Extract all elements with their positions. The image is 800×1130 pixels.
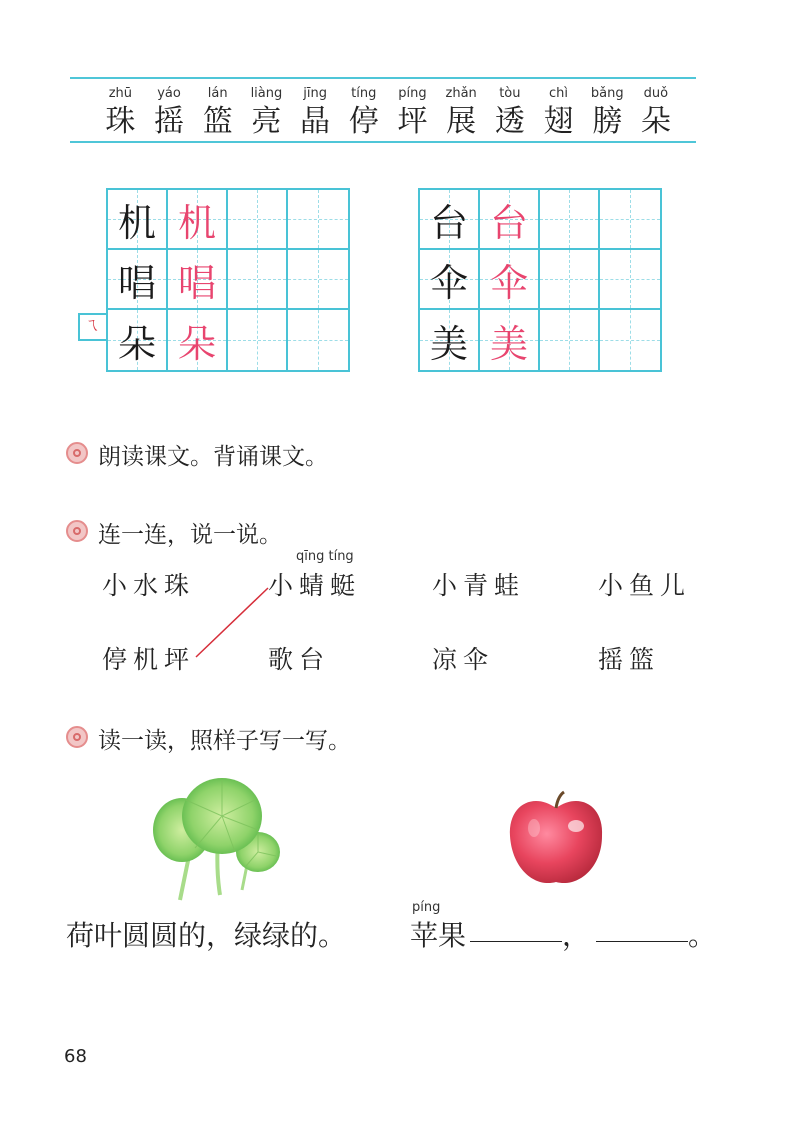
- vocab-pinyin: jīng: [303, 86, 327, 101]
- match-top-word[interactable]: 小青蛙: [432, 571, 526, 600]
- vocab-char: 珠: [105, 104, 136, 139]
- model-char: 机: [117, 200, 156, 245]
- fill-blank-1[interactable]: [470, 941, 562, 942]
- vocab-pinyin: píng: [398, 86, 427, 101]
- match-bottom-word[interactable]: 歌台: [268, 645, 331, 674]
- model-char: 唱: [117, 260, 156, 305]
- exercise-3-instruction: 读一读，照样子写一写。: [98, 728, 351, 754]
- dragonfly-pinyin: qīng tíng: [296, 549, 354, 564]
- apple-word: 苹果: [410, 919, 467, 952]
- vocab-char: 坪: [397, 104, 428, 139]
- trace-char: 美: [489, 321, 528, 366]
- comma: ，: [562, 919, 591, 952]
- apple-pinyin: píng: [412, 900, 441, 915]
- vocab-char: 透: [494, 104, 525, 139]
- vocab-pinyin: yáo: [157, 86, 181, 101]
- period: 。: [688, 919, 717, 952]
- vocab-char: 停: [348, 104, 379, 139]
- lotus-leaf-illustration: [150, 770, 285, 905]
- stroke-hint: ㄟ: [84, 315, 101, 334]
- model-char: 美: [429, 321, 468, 366]
- trace-char: 唱: [177, 260, 216, 305]
- example-sentence: 荷叶圆圆的，绿绿的。: [66, 919, 347, 952]
- vocab-char: 亮: [251, 104, 282, 139]
- fill-blank-2[interactable]: [596, 941, 688, 942]
- vocab-pinyin: bǎng: [590, 86, 624, 101]
- vocab-pinyin: lán: [207, 86, 228, 101]
- vocab-pinyin: duǒ: [643, 86, 669, 101]
- vocab-pinyin: tòu: [499, 86, 521, 101]
- vocab-char: 展: [446, 104, 477, 139]
- exercise-2-instruction: 连一连，说一说。: [98, 522, 282, 548]
- vocab-pinyin: tíng: [351, 86, 377, 101]
- match-bottom-word[interactable]: 停机坪: [102, 645, 196, 674]
- vocab-char: 摇: [154, 104, 185, 139]
- vocab-char: 朵: [640, 104, 671, 139]
- model-char: 朵: [117, 321, 156, 366]
- page-number: 68: [64, 1046, 87, 1067]
- vocab-char: 膀: [592, 104, 623, 139]
- match-top-word[interactable]: 小水珠: [102, 571, 196, 600]
- match-top-word[interactable]: 小蜻蜓: [268, 571, 362, 600]
- trace-char: 机: [177, 200, 216, 245]
- vocab-char: 晶: [300, 104, 331, 139]
- exercise-1-instruction: 朗读课文。背诵课文。: [98, 444, 328, 470]
- match-top-word[interactable]: 小鱼儿: [598, 571, 692, 600]
- trace-char: 朵: [177, 321, 216, 366]
- trace-char: 台: [489, 200, 528, 245]
- vocab-char: 翅: [543, 104, 574, 139]
- vocab-pinyin: liàng: [250, 86, 283, 101]
- model-char: 台: [429, 200, 468, 245]
- vocab-char: 篮: [202, 104, 233, 139]
- vocab-pinyin: zhū: [108, 86, 132, 101]
- apple-illustration: [504, 790, 608, 890]
- match-bottom-word[interactable]: 凉伞: [432, 645, 495, 674]
- match-bottom-word[interactable]: 摇篮: [598, 645, 661, 674]
- model-char: 伞: [429, 260, 468, 305]
- exercise-bullet-icon: [66, 726, 88, 748]
- trace-char: 伞: [489, 260, 528, 305]
- vocab-pinyin: zhǎn: [445, 86, 477, 101]
- vocab-pinyin: chì: [549, 86, 569, 101]
